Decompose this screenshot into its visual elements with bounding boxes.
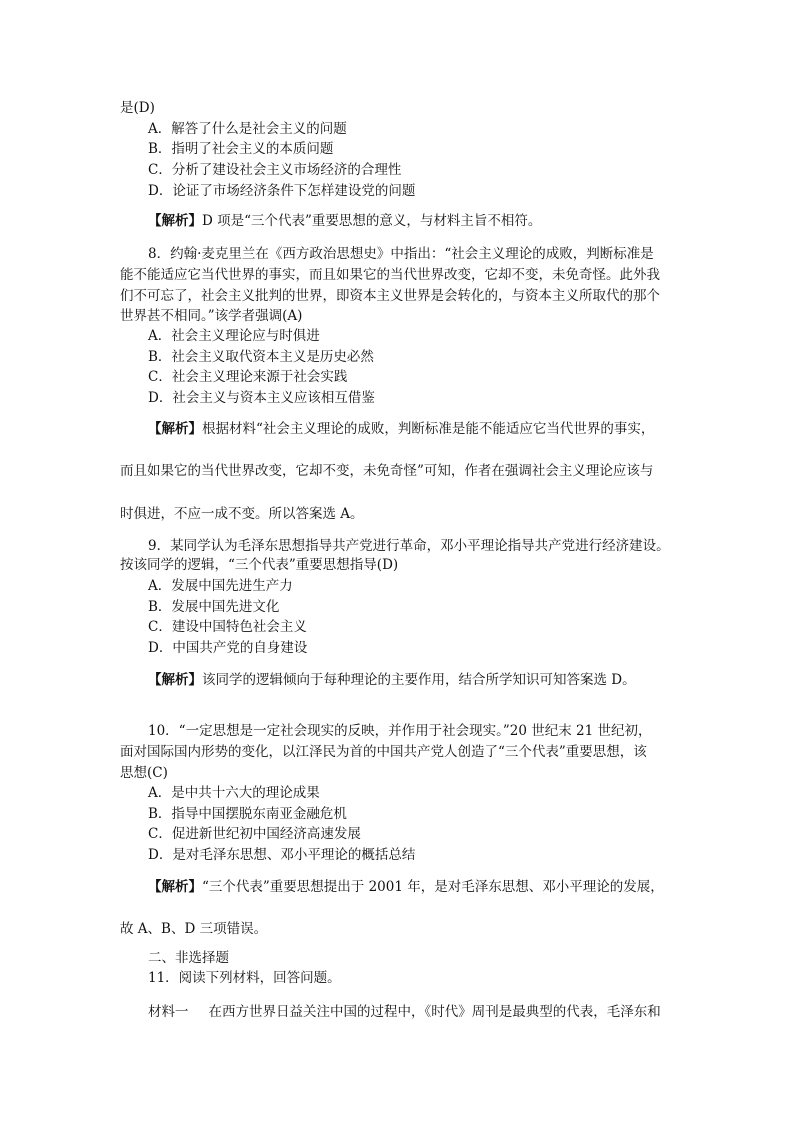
material-label: 材料一 bbox=[148, 1004, 189, 1020]
q9-option-b: B．发展中国先进文化 bbox=[148, 599, 280, 615]
q8-stem-line-3: 们不可忘了，社会主义批判的世界，即资本主义世界是会转化的，与资本主义所取代的那个 bbox=[120, 288, 660, 304]
material-one bbox=[148, 1003, 661, 1021]
q10-analysis-line-1 bbox=[148, 878, 664, 896]
q8-option-b: B．社会主义取代资本主义是历史必然 bbox=[148, 349, 374, 365]
analysis-tag: 【解析】 bbox=[148, 213, 202, 229]
analysis-tag: 【解析】 bbox=[148, 879, 202, 895]
q10-analysis-line-2: 故 A、B、D 三项错误。 bbox=[120, 921, 268, 937]
analysis-tag: 【解析】 bbox=[148, 421, 202, 437]
analysis-text: 该同学的逻辑倾向于每种理论的主要作用，结合所学知识可知答案选 D。 bbox=[202, 672, 636, 688]
q10-stem-line-1: 10．“一定思想是一定社会现实的反映，并作用于社会现实。”20 世纪末 21 世纪初， bbox=[148, 723, 652, 739]
q9-stem-line-1: 9．某同学认为毛泽东思想指导共产党进行革命，邓小平理论指导共产党进行经济建设。 bbox=[148, 538, 670, 554]
q10-option-c: C．促进新世纪初中国经济高速发展 bbox=[148, 826, 361, 842]
q9-option-d: D．中国共产党的自身建设 bbox=[148, 640, 308, 656]
q8-analysis-line-1 bbox=[148, 420, 654, 438]
q8-stem-line-2: 能不能适应它当代世界的事实，而且如果它的当代世界改变，它却不变，未免奇怪。此外我 bbox=[120, 267, 660, 283]
q9-analysis bbox=[148, 671, 636, 689]
q7-option-b: B．指明了社会主义的本质问题 bbox=[148, 141, 334, 157]
q8-option-c: C．社会主义理论来源于社会实践 bbox=[148, 369, 348, 385]
q8-stem-line-1: 8．约翰·麦克里兰在《西方政治思想史》中指出：“社会主义理论的成败，判断标准是 bbox=[148, 246, 654, 262]
q9-stem-line-2: 按该同学的逻辑，“三个代表”重要思想指导(D) bbox=[120, 557, 399, 573]
q7-analysis bbox=[148, 212, 541, 230]
analysis-text: 根据材料“社会主义理论的成败，判断标准是能不能适应它当代世界的事实， bbox=[202, 421, 655, 437]
q8-option-d: D．社会主义与资本主义应该相互借鉴 bbox=[148, 390, 375, 406]
material-text: 在西方世界日益关注中国的过程中，《时代》周刊是最典型的代表，毛泽东和 bbox=[208, 1004, 661, 1020]
q7-option-d: D．论证了市场经济条件下怎样建设党的问题 bbox=[148, 183, 416, 199]
analysis-text: D 项是“三个代表”重要思想的意义，与材料主旨不相符。 bbox=[202, 213, 542, 229]
q10-option-a: A．是中共十六大的理论成果 bbox=[148, 785, 320, 801]
q9-option-c: C．建设中国特色社会主义 bbox=[148, 619, 307, 635]
q8-analysis-line-3: 时俱进，不应一成不变。所以答案选 A。 bbox=[120, 506, 364, 522]
q7-option-a: A．解答了什么是社会主义的问题 bbox=[148, 121, 347, 137]
q10-stem-line-2: 面对国际国内形势的变化，以江泽民为首的中国共产党人创造了“三个代表”重要思想，该 bbox=[120, 744, 647, 760]
q10-option-d: D．是对毛泽东思想、邓小平理论的概括总结 bbox=[148, 847, 416, 863]
q8-option-a: A．社会主义理论应与时俱进 bbox=[148, 328, 320, 344]
q8-analysis-line-2: 而且如果它的当代世界改变，它却不变，未免奇怪”可知，作者在强调社会主义理论应该与 bbox=[120, 463, 654, 479]
analysis-tag: 【解析】 bbox=[148, 672, 202, 688]
q7-option-c: C．分析了建设社会主义市场经济的合理性 bbox=[148, 162, 402, 178]
analysis-text: “三个代表”重要思想提出于 2001 年，是对毛泽东思想、邓小平理论的发展， bbox=[202, 879, 664, 895]
q8-stem-line-4: 世界甚不相同。”该学者强调(A) bbox=[120, 308, 303, 324]
q10-option-b: B．指导中国摆脱东南亚金融危机 bbox=[148, 806, 347, 822]
q11-stem: 11．阅读下列材料，回答问题。 bbox=[148, 970, 341, 986]
section-title: 二、非选择题 bbox=[148, 950, 229, 966]
q10-stem-line-3: 思想(C) bbox=[120, 765, 168, 781]
q9-option-a: A．发展中国先进生产力 bbox=[148, 578, 293, 594]
q7-stem-tail: 是(D) bbox=[120, 100, 155, 116]
